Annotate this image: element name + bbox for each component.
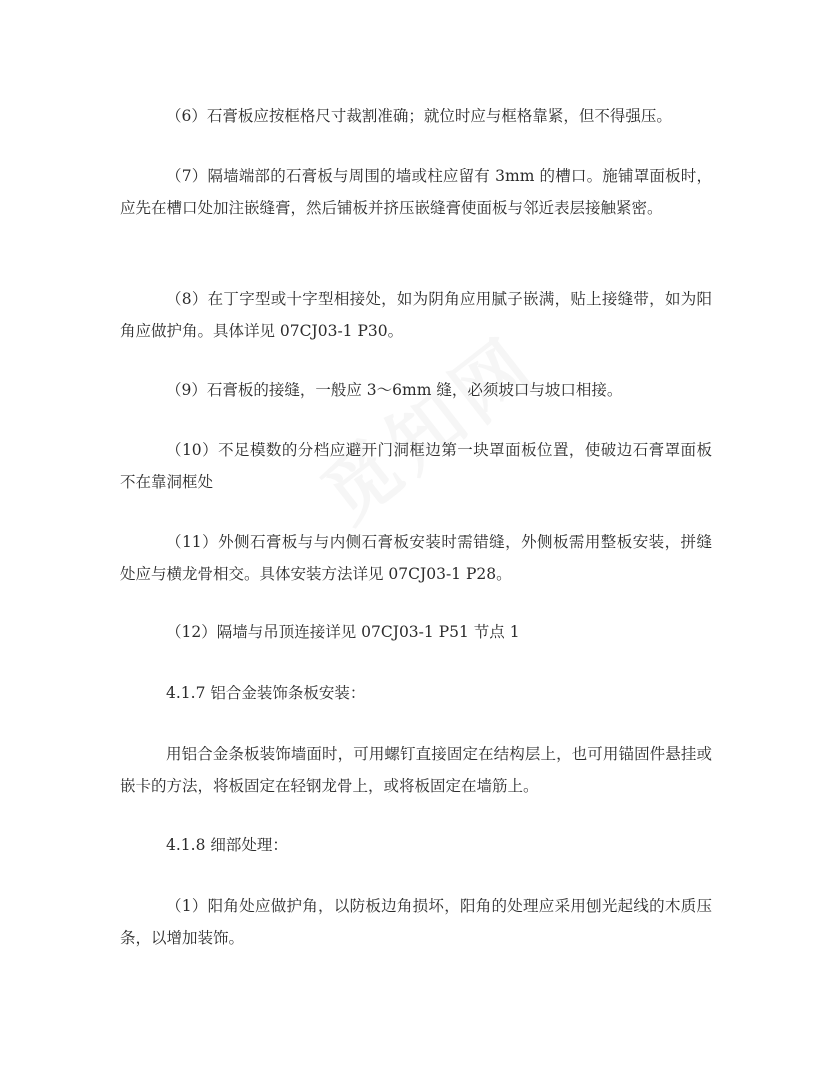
paragraph-item-10: （10）不足模数的分档应避开门洞框边第一块罩面板位置，使破边石膏罩面板不在靠洞框处 — [120, 441, 712, 491]
section-heading-4-1-7: 4.1.7 铝合金装饰条板安装： — [166, 684, 366, 702]
paragraph-item-8: （8）在丁字型或十字型相接处，如为阴角应用腻子嵌满，贴上接缝带，如为阳角应做护角。具体详见 07CJ03-1 P30。 — [120, 290, 712, 340]
paragraph-item-11: （11）外侧石膏板与与内侧石膏板安装时需错缝，外侧板需用整板安装，拼缝处应与横龙骨相交。具体安装方法详见 07CJ03-1 P28。 — [120, 533, 712, 583]
paragraph-item-7: （7）隔墙端部的石膏板与周围的墙或柱应留有 3mm 的槽口。施铺罩面板时，应先在槽口处加注嵌缝膏，然后铺板并挤压嵌缝膏使面板与邻近表层接触紧密。 — [120, 167, 712, 217]
paragraph-item-9: （9）石膏板的接缝，一般应 3～6mm 缝，必须坡口与坡口相接。 — [166, 381, 623, 399]
paragraph-detail-1: （1）阳角处应做护角，以防板边角损坏，阳角的处理应采用刨光起线的木质压条，以增加装饰。 — [120, 897, 712, 947]
paragraph-item-12: （12）隔墙与吊顶连接详见 07CJ03-1 P51 节点 1 — [166, 623, 520, 641]
paragraph-item-6: （6）石膏板应按框格尺寸裁割准确；就位时应与框格靠紧，但不得强压。 — [166, 107, 672, 125]
section-heading-4-1-8: 4.1.8 细部处理： — [166, 836, 288, 854]
paragraph-aluminum-panels: 用铝合金条板装饰墙面时，可用螺钉直接固定在结构层上，也可用锚固件悬挂或嵌卡的方法，将板固定在轻钢龙骨上，或将板固定在墙筋上。 — [120, 745, 712, 795]
